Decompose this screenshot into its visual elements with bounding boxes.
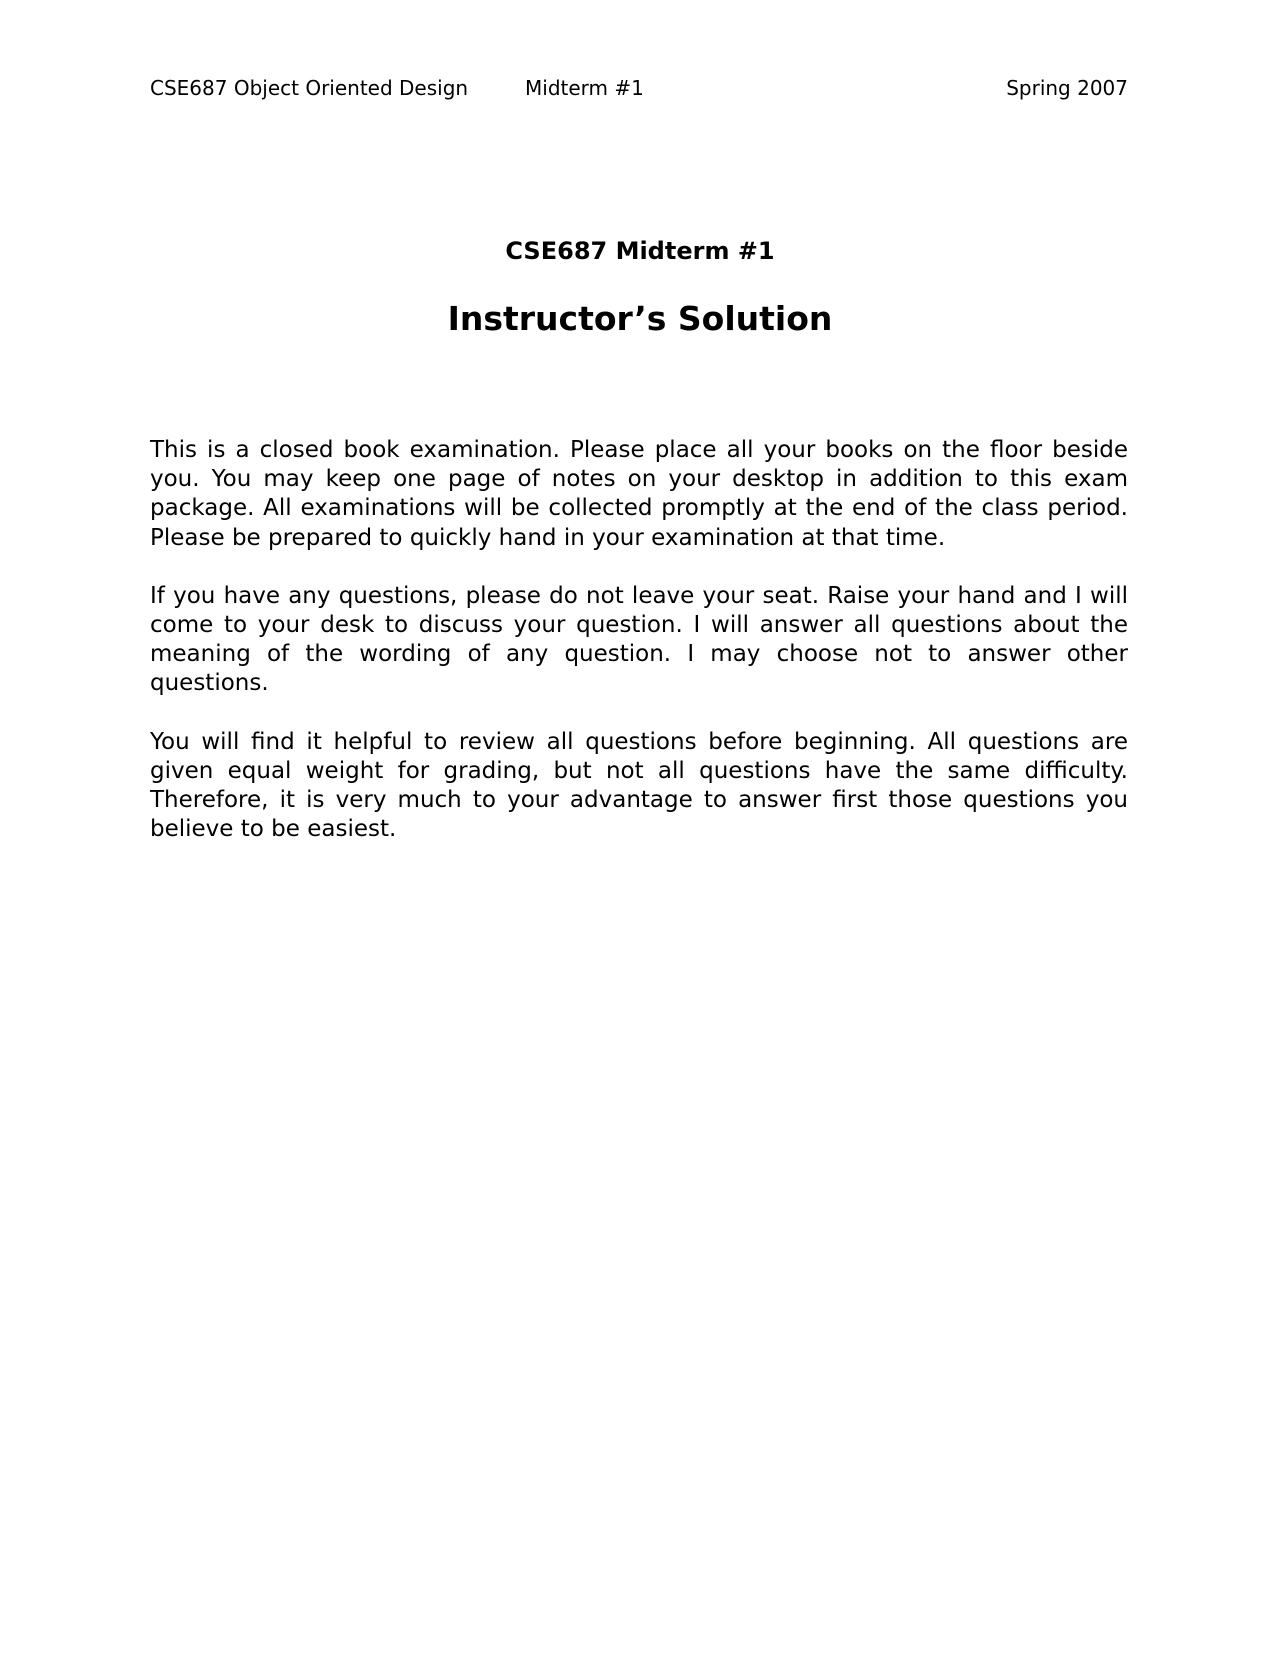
instructions-paragraph: This is a closed book examination. Please place all your books on the floor beside you. You may keep one page of notes on your desktop in addition to this exam package. All examinations will be collected promptly at the end of the class period. Please be prepared to quickly hand in your examination at that time. (150, 437, 1128, 551)
exam-title: CSE687 Midterm #1 (505, 237, 775, 265)
instructions-paragraph: You will find it helpful to review all questions before beginning. All questions are given equal weight for grading, but not all questions have the same difficulty. Therefore, it is very much to your advantage to answer first those questions you believe to be easiest. (150, 728, 1128, 843)
running-header (150, 74, 1128, 102)
header-exam: Midterm #1 (525, 76, 644, 100)
instructions (150, 436, 1128, 873)
header-course: CSE687 Object Oriented Design (150, 76, 469, 100)
solution-title: Instructor’s Solution (447, 299, 833, 338)
instructions-paragraph: If you have any questions, please do not leave your seat. Raise your hand and I will come to your desk to discuss your question. I will answer all questions about the meaning of the wording of any question. I may choose not to answer other questions. (150, 582, 1128, 697)
header-term: Spring 2007 (1006, 76, 1128, 100)
